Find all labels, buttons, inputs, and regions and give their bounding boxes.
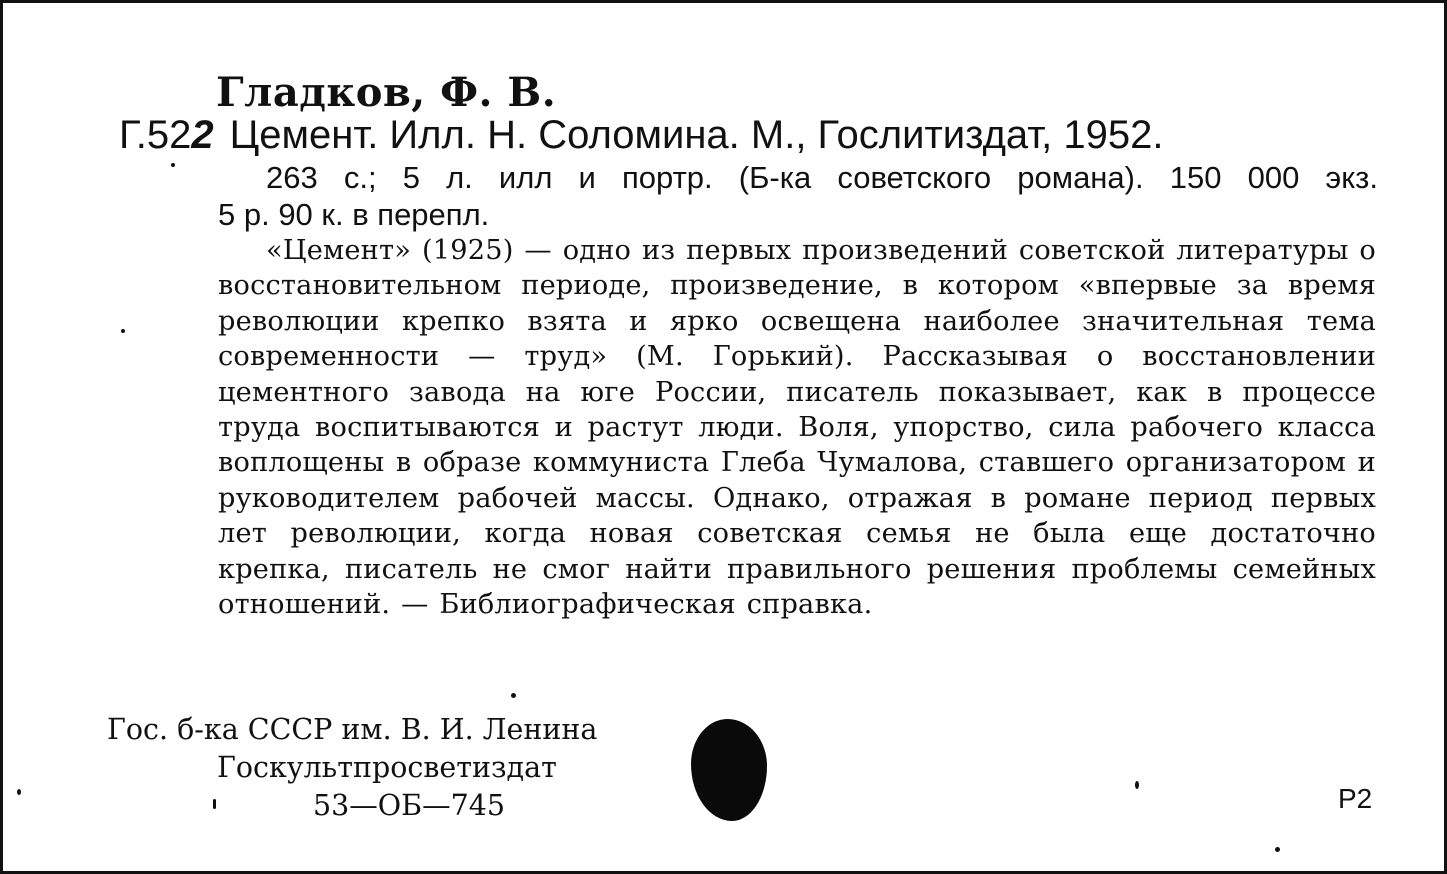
speck [171,163,175,167]
author-heading: Гладков, Ф. В. [216,69,557,116]
speck [1135,781,1139,789]
speck [1275,847,1280,852]
catalog-number: Р2 [1338,783,1373,814]
shelf-code [119,113,214,158]
publisher-name: Госкультпросветиздат [217,751,557,784]
speck [213,799,216,809]
punch-hole [691,719,767,821]
publisher-block [107,711,597,825]
title-line [119,113,1164,158]
annotation: «Цемент» (1925) — одно из первых произведений советской литературы о восстановительном периоде, произведение, в котором «впервые за время революции крепко взята и ярко освещена наиболее значительная тема современности — труд» (М. Горький). Рассказывая о восстановлении цементного завода на юге России, писатель показывает, как в процессе труда воспитываются и растут люди. Воля, упорство, сила рабочего класса воплощены в образе коммуниста Глеба Чумалова, ставшего организатором и руководителем рабочей массы. Однако, отражая в романе период первых лет революции, когда новая советская семья не была еще достаточно крепка, писатель не смог найти правильного решения проблемы семейных отношений. — Библиографическая справка. [218,235,1376,621]
speck [511,693,516,698]
shelf-code-text: Г.52 [119,113,192,157]
shelf-mark: 2 [191,113,214,157]
speck [121,329,125,333]
physical-description [218,159,1378,233]
speck [17,789,21,795]
physical-description-line1: 263 с.; 5 л. илл и портр. (Б-ка советского романа). 150 000 экз. [266,160,1378,195]
order-number: 53—ОБ—745 [313,789,505,822]
library-name: Гос. б-ка СССР им. В. И. Ленина [107,713,598,746]
book-title: Цемент. Илл. Н. Соломина. М., Гослитиздат, 1952. [229,113,1164,157]
price-binding: 5 р. 90 к. в перепл. [218,197,490,232]
